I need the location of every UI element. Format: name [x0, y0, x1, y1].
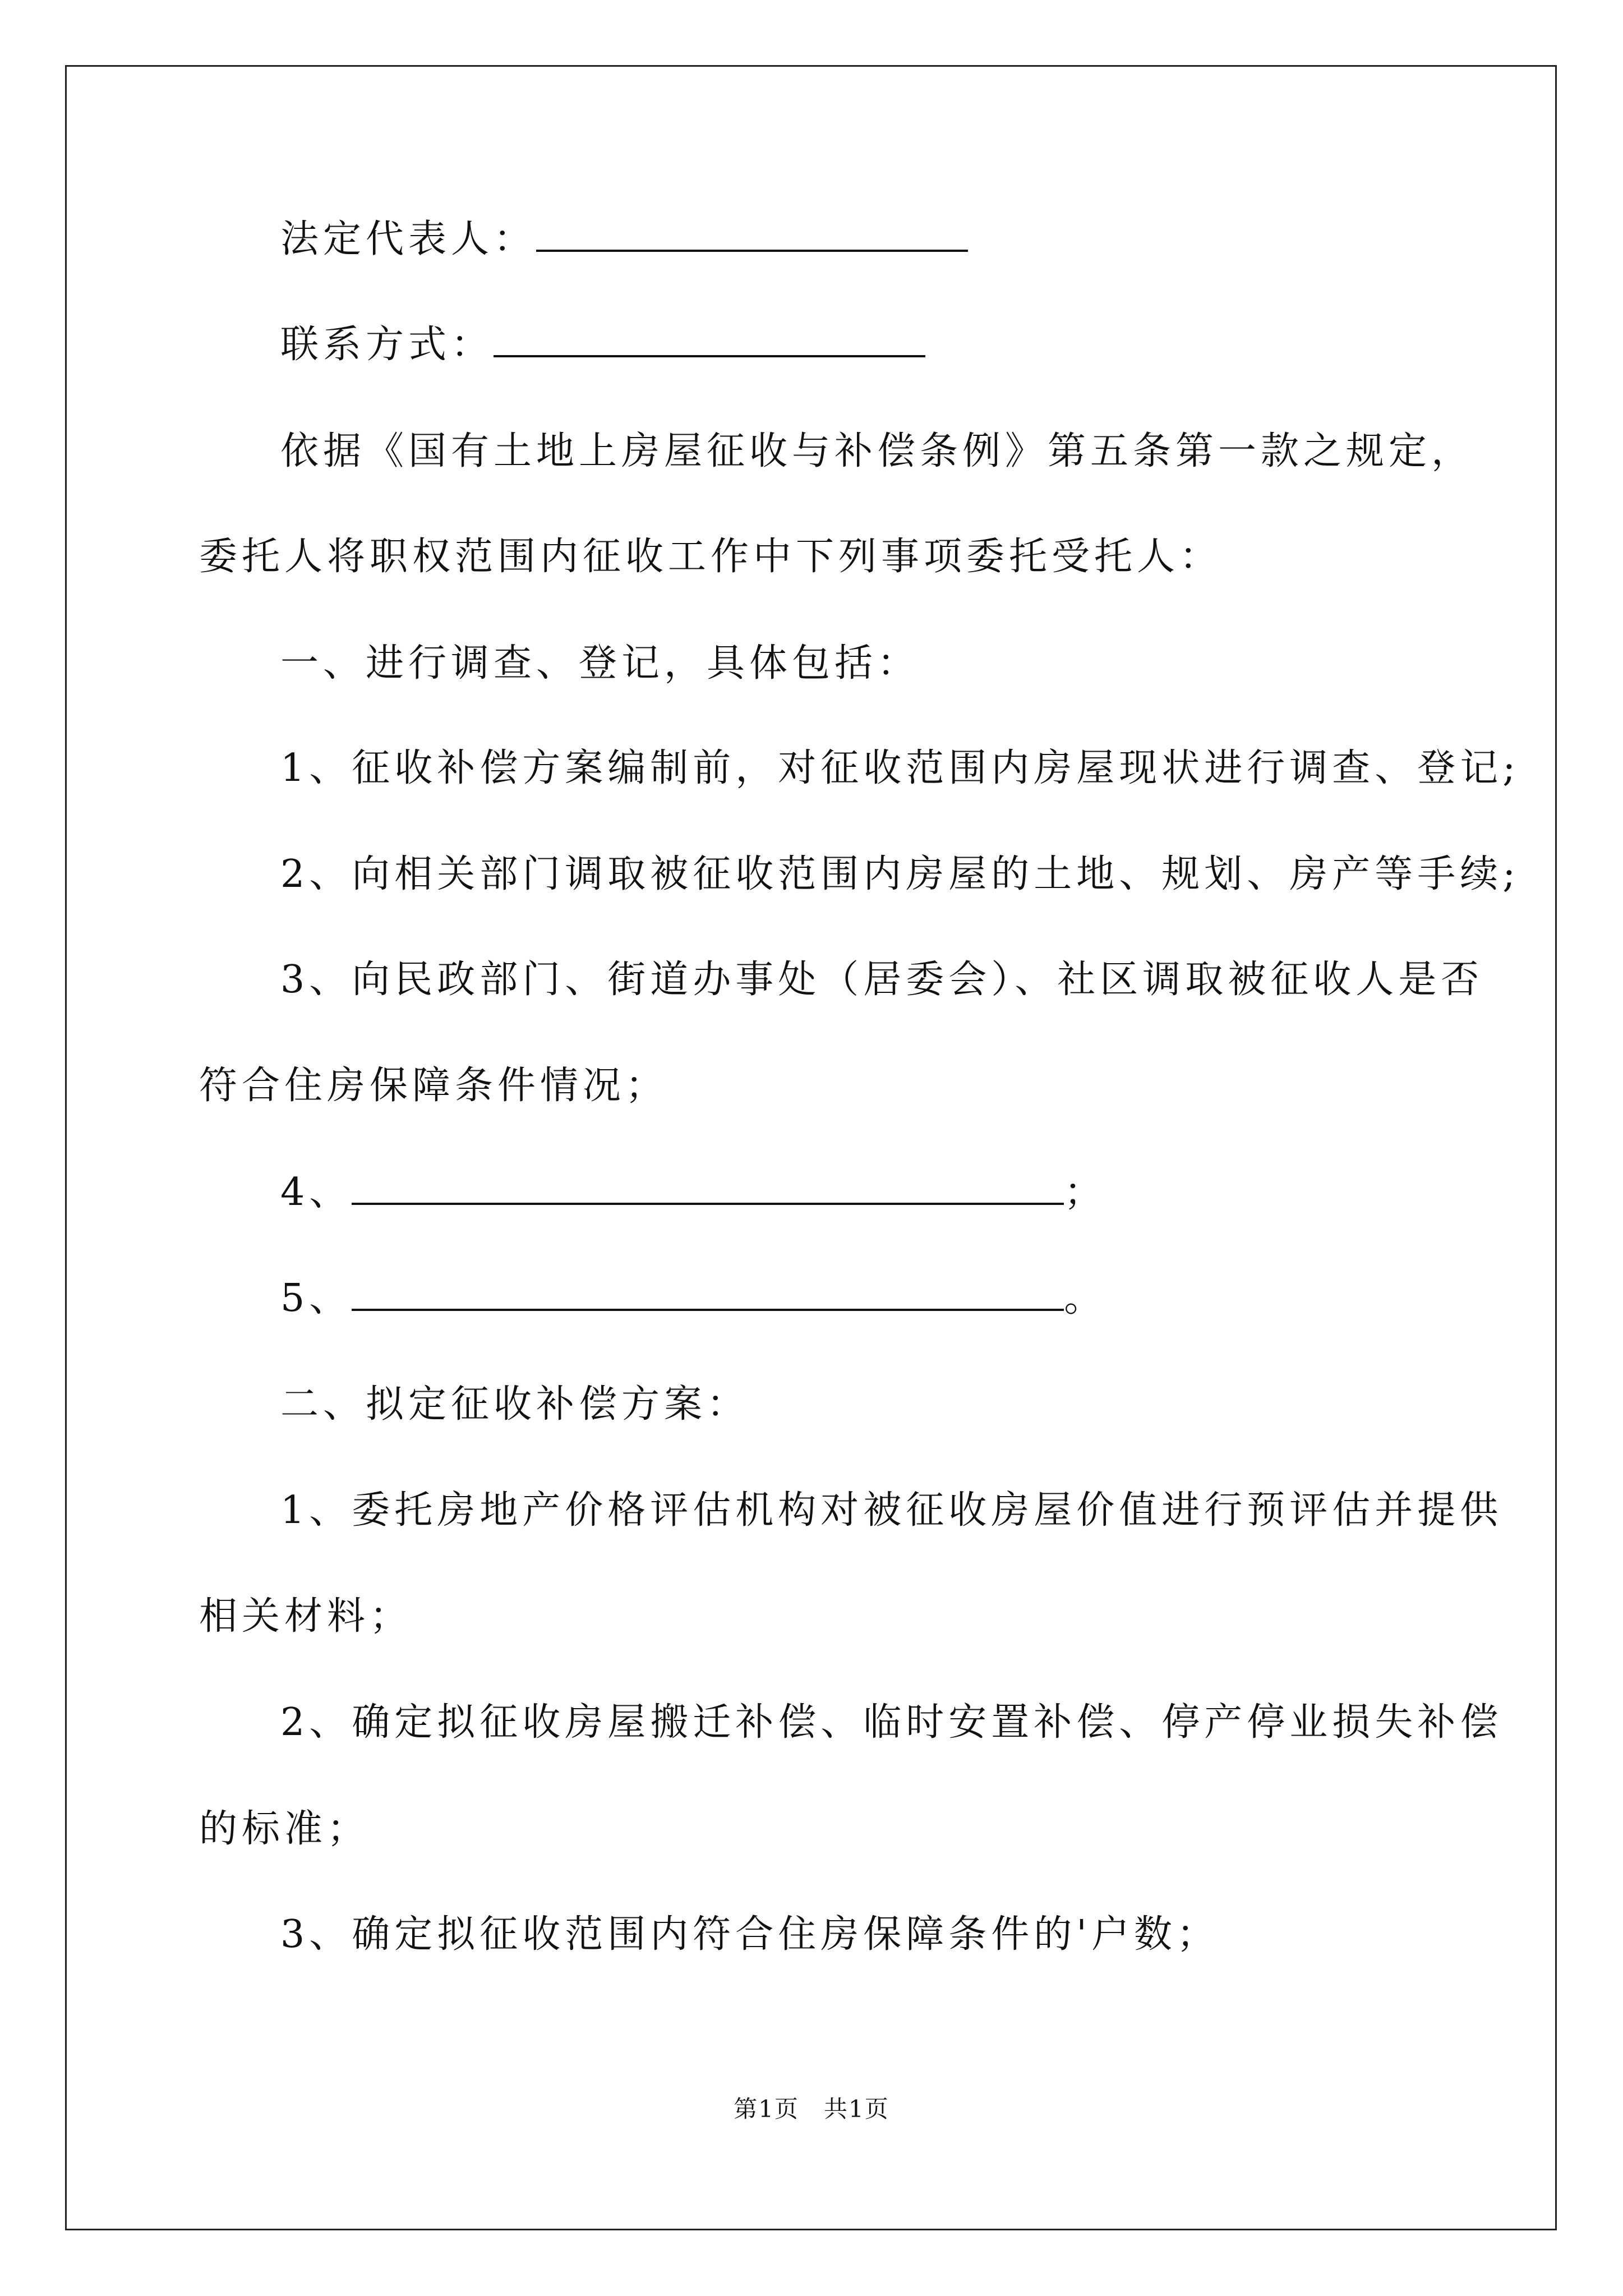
list-item: 1、委托房地产价格评估机构对被征收房屋价值进行预评估并提供	[280, 1488, 1503, 1533]
list-item: 2、向相关部门调取被征收范围内房屋的土地、规划、房产等手续;	[280, 852, 1520, 896]
section-heading-2: 二、拟定征收补偿方案：	[280, 1382, 750, 1427]
list-item-continuation: 的标准；	[199, 1807, 370, 1851]
section-heading-1: 一、进行调查、登记，具体包括：	[280, 641, 920, 685]
list-item-number: 5、	[280, 1276, 352, 1320]
legal-representative-label: 法定代表人：	[280, 217, 537, 261]
page-number-footer: 第1页 共1页	[734, 2095, 889, 2123]
item-5-blank[interactable]	[352, 1276, 1064, 1311]
list-item-continuation: 相关材料；	[199, 1594, 413, 1639]
list-item-continuation: 符合住房保障条件情况；	[199, 1064, 668, 1108]
list-item-blank-4	[280, 1167, 1106, 1218]
item-4-blank[interactable]	[352, 1170, 1064, 1205]
contact-label: 联系方式：	[280, 323, 494, 367]
contact-line	[280, 320, 925, 370]
list-item: 3、向民政部门、街道办事处（居委会）、社区调取被征收人是否	[280, 958, 1484, 1002]
paragraph-line: 委托人将职权范围内征收工作中下列事项委托受托人：	[199, 535, 1223, 579]
list-item: 3、确定拟征收范围内符合住房保障条件的'户数；	[280, 1912, 1219, 1957]
list-item: 2、确定拟征收房屋搬迁补偿、临时安置补偿、停产停业损失补偿	[280, 1700, 1503, 1745]
list-item: 1、征收补偿方案编制前，对征收范围内房屋现状进行调查、登记;	[280, 746, 1520, 790]
contact-blank[interactable]	[494, 323, 925, 357]
paragraph-line: 依据《国有土地上房屋征收与补偿条例》第五条第一款之规定，	[280, 429, 1474, 473]
list-item-punctuation: ；	[1064, 1170, 1107, 1214]
page-border	[65, 65, 1557, 2230]
list-item-number: 4、	[280, 1170, 352, 1214]
list-item-blank-5	[280, 1273, 1106, 1324]
list-item-punctuation: 。	[1064, 1276, 1107, 1320]
legal-representative-blank[interactable]	[536, 217, 968, 252]
legal-representative-line	[280, 214, 968, 265]
